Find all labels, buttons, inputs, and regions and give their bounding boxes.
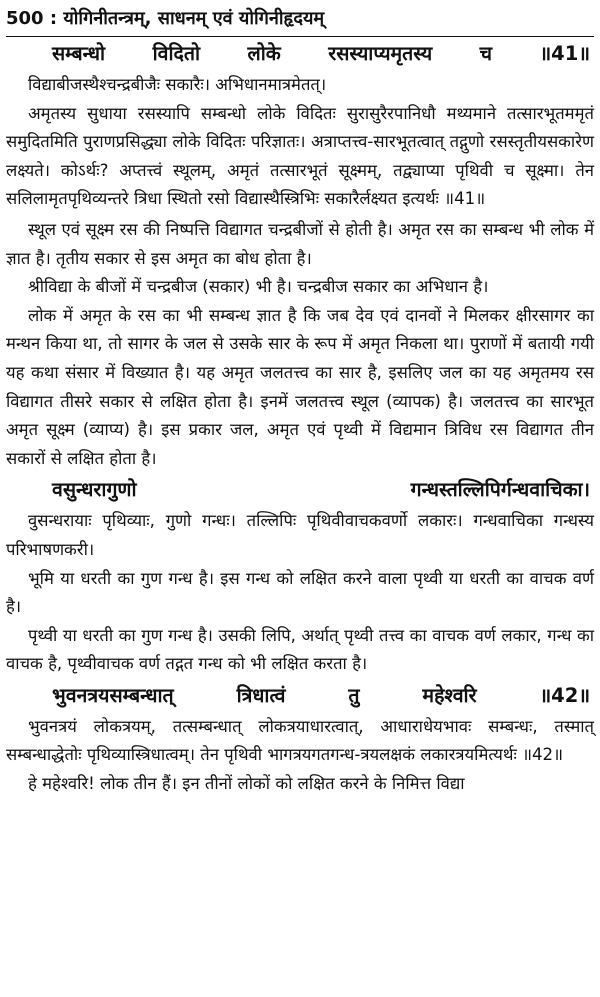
- running-header: [6, 4, 594, 37]
- page-number: 500: [6, 8, 44, 29]
- hindi-paragraph-4: भूमि या धरती का गुण गन्ध है। इस गन्ध को लक्षित करने वाला पृथ्वी या धरती का वाचक वर्ण है।: [6, 568, 594, 617]
- commentary-paragraph-2: अमृतस्य सुधाया रसस्यापि सम्बन्धो लोके विदितः सुरासुरैरपानिधौ मथ्यमाने तत्सारभूतममृतं समुदितमिति पुराणप्रसिद्ध्या लोके विदितः परिज्ञातः। अत्राप्तत्त्व-सारभूतत्वात् तद्गुणो रसस्तृतीयसकारेण लक्ष्यते। कोऽर्थः? अप्तत्त्वं स्थूलम्, अमृतं तत्सारभूतं सूक्ष्मम्, तद्व्याप्या पृथिवी च सूक्ष्मा। तेन सलिलामृतपृथिव्यन्तरे त्रिधा स्थितो रसो विद्यास्थैस्त्रिभिः सकारैर्लक्ष्यत इत्यर्थः ॥41॥: [6, 103, 594, 209]
- commentary-paragraph-3: वुसन्धरायाः पृथिव्याः, गुणो गन्धः। तल्लिपिः पृथिवीवाचकवर्णो लकारः। गन्धवाचिका गन्धस्य परिभाषणकरी।: [6, 511, 594, 559]
- commentary-paragraph-1: विद्याबीजस्थैश्चन्द्रबीजैः सकारैः। अभिधानमात्रमेतत्।: [28, 75, 327, 94]
- commentary-paragraph-4: भुवनत्रयं लोकत्रयम्, तत्सम्बन्धात् लोकत्रयाधारत्वात्, आधाराधेयभावः सम्बन्धः, तस्मात् सम्बन्धाद्धेतोः पृथिव्यास्त्रिधात्वम्। तेन पृथिवी भागत्रयगतगन्ध-त्रयलक्षकं लकारत्रयमित्यर्थः ॥42॥: [6, 716, 594, 765]
- verse-vasundhara: वसुन्धरागुणो गन्धस्तल्लिपिर्गन्धवाचिका।: [52, 478, 590, 502]
- hindi-paragraph-1: स्थूल एवं सूक्ष्म रस की निष्पत्ति विद्यागत चन्द्रबीजों से होती है। अमृत रस का सम्बन्ध भी लोक में ज्ञात है। तृतीय सकार से इस अमृत का बोध होता है।: [6, 219, 594, 268]
- verse-41: सम्बन्धो विदितो लोके रसस्याप्यमृतस्य च ॥41॥: [52, 42, 590, 65]
- hindi-paragraph-3: लोक में अमृत के रस का भी सम्बन्ध ज्ञात है कि जब देव एवं दानवों ने मिलकर क्षीरसागर का मन्थन किया था, तो सागर के जल से उसके सार के रूप में अमृत निकला था। पुराणों में बतायी गयी यह कथा संसार में विख्यात है। यह अमृत जलतत्त्व का सार है, इसलिए जल का यह अमृतमय रस विद्यागत तीसरे सकार से लक्षित होता है। इनमें जलतत्त्व स्थूल (व्यापक) है। जलतत्त्व का सारभूत अमृत सूक्ष्म (व्याप्य) है। इस प्रकार जल, अमृत एवं पृथ्वी में विद्यमान त्रिविध रस विद्यागत तीन सकारों से लक्षित होता है।: [6, 305, 594, 468]
- hindi-paragraph-6: हे महेश्वरि! लोक तीन हैं। इन तीनों लोकों को लक्षित करने के निमित्त विद्या: [28, 774, 465, 794]
- hindi-paragraph-5: पृथ्वी या धरती का गुण गन्ध है। उसकी लिपि, अर्थात् पृथ्वी तत्त्व का वाचक वर्ण लकार, गन्ध का वाचक है, पृथ्वीवाचक वर्ण तद्गत गन्ध को भी लक्षित करता है।: [6, 625, 594, 674]
- book-title: : योगिनीतन्त्रम्, साधनम् एवं योगिनीहृदयम्: [49, 8, 325, 29]
- verse-42: भुवनत्रयसम्बन्धात् त्रिधात्वं तु महेश्वरि ॥42॥: [52, 683, 590, 707]
- document-page: [6, 4, 594, 799]
- hindi-paragraph-2: श्रीविद्या के बीजों में चन्द्रबीज (सकार) भी है। चन्द्रबीज सकार का अभिधान है।: [28, 277, 489, 297]
